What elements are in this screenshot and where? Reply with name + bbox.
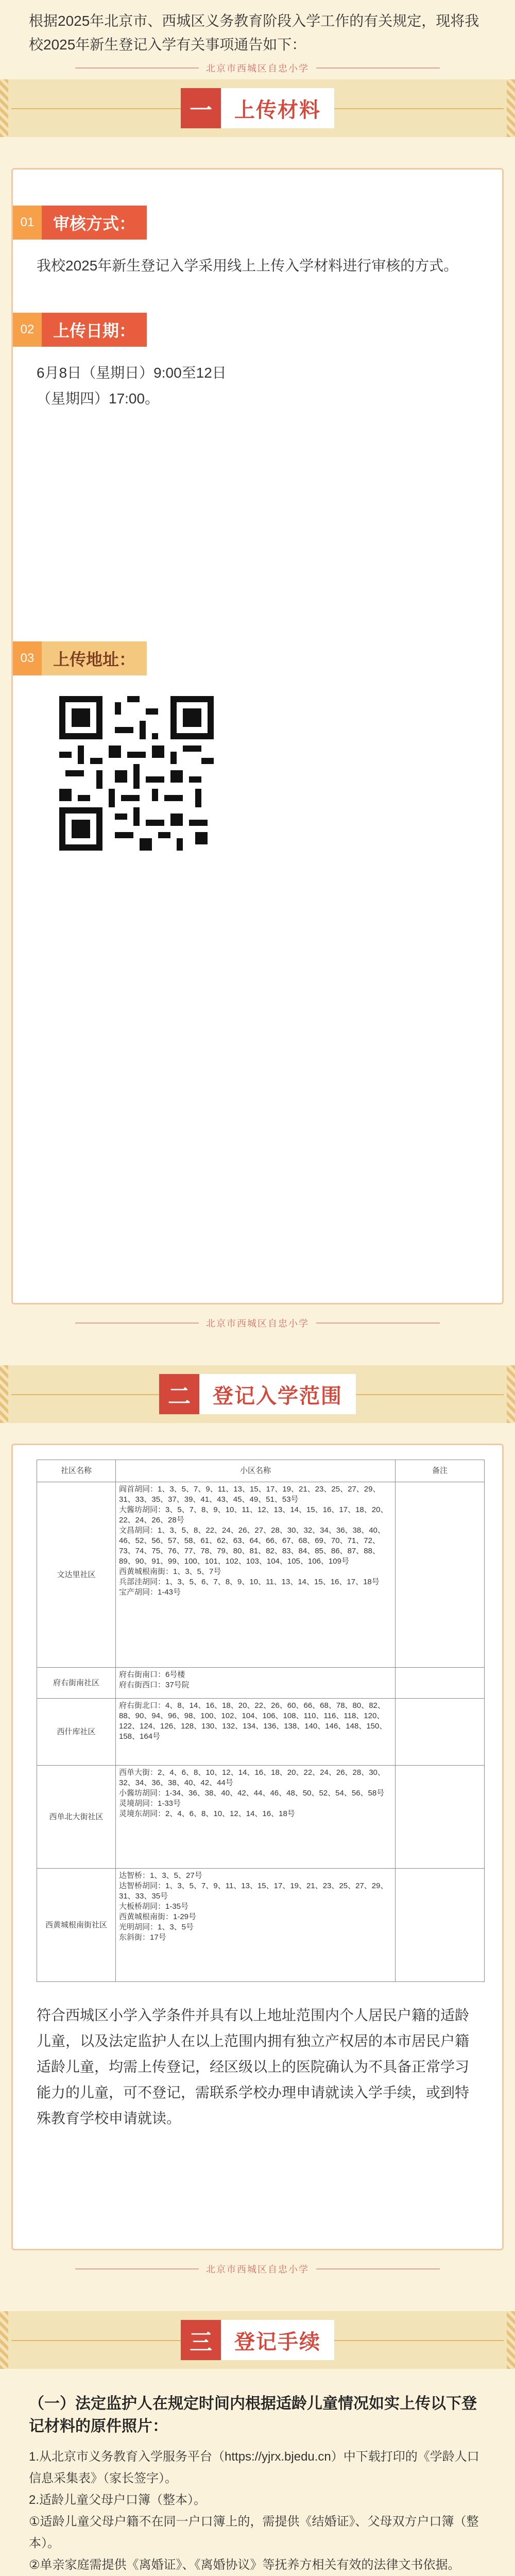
col-header: 小区名称 (116, 1460, 396, 1482)
qr-code-icon[interactable] (59, 696, 214, 851)
list-item: 2.适龄儿童父母户口簿（整本）。 (29, 2493, 207, 2507)
section-number: 一 (181, 88, 221, 128)
section-title: 上传材料 (221, 88, 334, 128)
section-title: 登记手续 (221, 2320, 334, 2360)
section-header-procedure (0, 2311, 515, 2369)
range-table (37, 1460, 485, 1982)
list-item: ①适龄儿童父母户籍不在同一户口簿上的，需提供《结婚证》、父母双方户口簿（整本）。 (29, 2515, 479, 2550)
review-heading: 01 审核方式： (13, 206, 502, 240)
list-item: 1.从北京市义务教育入学服务平台（https://yjrx.bjedu.cn）中下载打印的《学龄人口信息采集表》（家长签字）。 (29, 2450, 479, 2485)
divider-label: 北京市西城区自忠小学 (206, 63, 309, 74)
section-header-upload (0, 79, 515, 137)
range-card (11, 1444, 504, 2250)
review-text: 我校2025年新生登记入学采用线上上传入学材料进行审核的方式。 (37, 258, 458, 274)
table-row: 西单北大街社区 西单大街：2、4、6、8、10、12、14、16、18、20、22、24、26、28、30、32、34、36、38、40、42、44号 小酱坊胡同：1-34、36、38、40、42、44、46、48、50、52、54、56、58号 灵境胡同：1-33号 灵境东胡同：2、4、6、8、10、12、14、16、18号 (37, 1766, 485, 1869)
procedure-list (0, 2446, 515, 2576)
table-row: 西什库社区 府右街北口：4、8、14、16、18、20、22、26、60、66、68、78、80、82、88、90、94、96、98、100、102、104、106、108、110、116、118、120、122、124、126、128、130、132、134、136、138、140、146、148、150、158、164号 (37, 1699, 485, 1766)
time-heading: 02 上传日期： (13, 313, 502, 347)
divider (0, 2258, 515, 2280)
list-item: ②单亲家庭需提供《离婚证》、《离婚协议》等抚养方相关有效的法律文书依据。 (29, 2558, 460, 2572)
divider (0, 57, 515, 79)
procedure-block (0, 2369, 515, 2576)
section-header-range (0, 1365, 515, 1423)
col-header: 备注 (396, 1460, 485, 1482)
section-title: 登记入学范围 (199, 1374, 356, 1414)
table-row: 西黄城根南街社区 达智桥：1、3、5、27号 达智桥胡同：1、3、5、7、9、11、13、15、17、19、21、23、25、27、29、31、33、35号 大板桥胡同：1-35号 西黄城根南街：1-29号 光明胡同：1、3、5号 东斜街：17号 (37, 1869, 485, 1982)
table-row: 府右街南社区 府右街南口：6号楼 府右街西口：37号院 (37, 1668, 485, 1699)
range-text: 符合西城区小学入学条件并具有以上地址范围内个人居民户籍的适龄儿童，以及法定监护人在以上范围内拥有独立产权居的本市居民户籍适龄儿童，均需上传登记，经区级以上的医院确认为不具备正常学习能力的儿童，可不登记，需联系学校办理申请就读入学手续，或到特殊教育学校申请就读。 (37, 2007, 470, 2126)
divider (0, 1312, 515, 1334)
addr-heading: 03 上传地址： (13, 641, 502, 675)
upload-card (11, 168, 504, 1304)
section-number: 三 (181, 2320, 221, 2360)
table-row: 文达里社区 阎首胡同：1、3、5、7、9、11、13、15、17、19、21、23、25、27、29、31、33、35、37、39、41、43、45、49、51、53号 大酱坊胡同：3、5、7、8、9、10、11、12、13、14、15、16、17、18、20、22、24、26、28号 文昌胡同：1、3、5、8、22、24、26、27、28、30、32、34、36、38、40、46、52、56、57、58、61、62、63、64、66、67、68、69、70、71、72、73、74、75、76、77、78、79、80、81、82、83、84、85、86、87、88、89、90、91、99、100、101、102、103、104、105、106、109号 西黄城根南街：1、3、5、7号 兵部洼胡同：1、3、5、6、7、8、9、10、11、13、14、15、16、17、18号 宝产胡同：1-43号 (37, 1482, 485, 1668)
time-text: 6月8日（星期日）9:00至12日（星期四）17:00。 (37, 365, 227, 406)
intro-text: 根据2025年北京市、西城区义务教育阶段入学工作的有关规定，现将我校2025年新生登记入学有关事项通告如下： (29, 13, 479, 53)
divider-label: 北京市西城区自忠小学 (206, 2264, 309, 2275)
procedure-subtitle: （一）法定监护人在规定时间内根据适龄儿童情况如实上传以下登记材料的原件照片： (29, 2395, 477, 2435)
col-header: 社区名称 (37, 1460, 116, 1482)
section-number: 二 (159, 1374, 199, 1414)
divider-label: 北京市西城区自忠小学 (206, 1318, 309, 1329)
